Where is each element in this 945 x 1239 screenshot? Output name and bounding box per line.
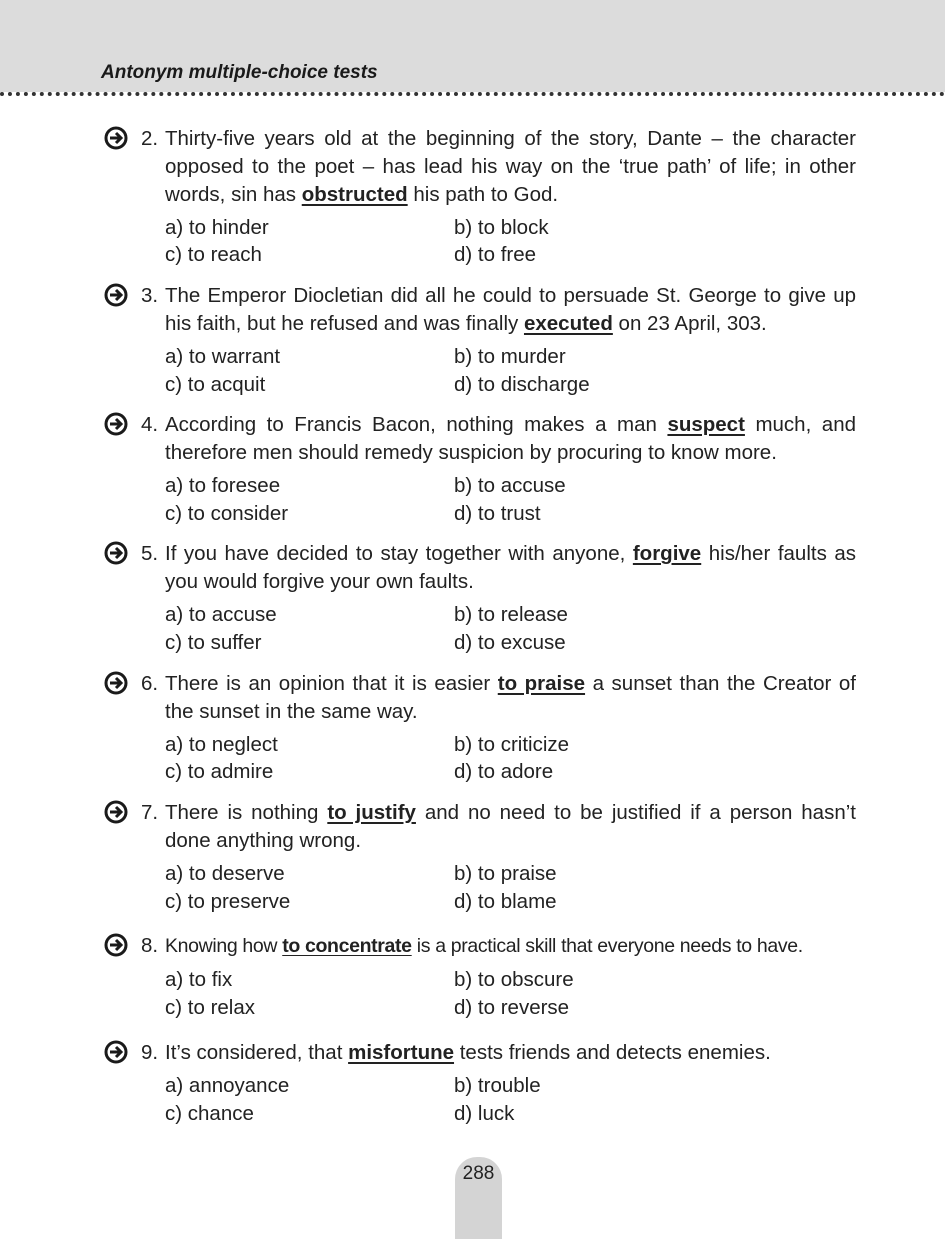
arrow-bullet-icon [103,799,129,825]
option-b[interactable]: b) to praise [454,862,557,885]
arrow-bullet-icon [103,670,129,696]
question-text [165,1039,856,1067]
question-keyword: forgive [632,542,702,565]
question-text [165,670,856,726]
option-c[interactable]: c) to relax [165,996,255,1019]
question-number: 5. [141,542,159,565]
option-c[interactable]: c) to suffer [165,631,262,654]
text-before: Thirty-five years old at the beginning of the story, Dante – the character opposed to the poet – has lead his way on the ‘true path’ of life; in other words, sin has [165,127,856,206]
option-a[interactable]: a) to warrant [165,345,281,368]
option-a[interactable]: a) to fix [165,968,233,991]
text-after: his path to God. [407,183,559,206]
question-text [165,540,856,596]
option-b[interactable]: b) to accuse [454,474,566,497]
option-b[interactable]: b) trouble [454,1074,541,1097]
option-b[interactable]: b) to criticize [454,733,570,756]
text-after: tests friends and detects enemies. [454,1041,771,1064]
option-d[interactable]: d) to adore [454,760,554,783]
text-before: It’s considered, that [165,1041,349,1064]
option-a[interactable]: a) annoyance [165,1074,290,1097]
text-before: There is an opinion that it is easier [165,672,498,695]
question-keyword: misfortune [348,1041,455,1064]
option-d[interactable]: d) to free [454,243,537,266]
question-keyword: to justify [327,801,416,824]
arrow-bullet-icon [103,411,129,437]
option-b[interactable]: b) to block [454,216,549,239]
question-number: 8. [141,934,159,957]
option-d[interactable]: d) to reverse [454,996,570,1019]
option-a[interactable]: a) to deserve [165,862,285,885]
question-number: 2. [141,127,159,150]
option-c[interactable]: c) to reach [165,243,262,266]
question-keyword: to concentrate [282,935,412,957]
question-text [165,411,856,467]
option-d[interactable]: d) to excuse [454,631,566,654]
page-header [0,0,945,92]
arrow-bullet-icon [103,540,129,566]
question-number: 7. [141,801,159,824]
option-a[interactable]: a) to hinder [165,216,269,239]
section-title: Antonym multiple-choice tests [101,62,378,83]
option-d[interactable]: d) to trust [454,502,541,525]
question-number: 3. [141,284,159,307]
text-before: Knowing how [165,935,283,957]
question-keyword: obstructed [301,183,408,206]
option-d[interactable]: d) luck [454,1102,515,1125]
question-number: 6. [141,672,159,695]
arrow-bullet-icon [103,932,129,958]
text-before: The Emperor Diocletian did all he could to persuade St. George to give up his faith, but he refused and was finally [165,284,856,335]
option-a[interactable]: a) to foresee [165,474,281,497]
question-keyword: to praise [497,672,586,695]
option-c[interactable]: c) chance [165,1102,254,1125]
question-number: 4. [141,413,159,436]
text-before: If you have decided to stay together with anyone, [165,542,633,565]
text-after: is a practical skill that everyone needs to have. [411,935,803,957]
option-a[interactable]: a) to accuse [165,603,277,626]
page-number: 288 [462,1163,495,1184]
option-c[interactable]: c) to admire [165,760,274,783]
arrow-bullet-icon [103,282,129,308]
text-after: his/her faults as you would forgive your own faults. [165,542,857,593]
text-after: much, and therefore men should remedy suspicion by procuring to know more. [165,413,857,464]
option-d[interactable]: d) to blame [454,890,557,913]
question-text [165,932,856,960]
dotted-divider [0,92,945,96]
question-keyword: executed [523,312,613,335]
option-b[interactable]: b) to release [454,603,568,626]
option-d[interactable]: d) to discharge [454,373,590,396]
text-after: a sunset than the Creator of the sunset in the same way. [165,672,856,723]
option-b[interactable]: b) to obscure [454,968,574,991]
arrow-bullet-icon [103,125,129,151]
option-b[interactable]: b) to murder [454,345,566,368]
option-c[interactable]: c) to preserve [165,890,291,913]
question-number: 9. [141,1041,159,1064]
option-a[interactable]: a) to neglect [165,733,278,756]
question-keyword: suspect [667,413,745,436]
text-before: According to Francis Bacon, nothing makes a man [165,413,668,436]
question-text [165,282,856,338]
question-text [165,799,856,855]
arrow-bullet-icon [103,1039,129,1065]
text-before: There is nothing [165,801,328,824]
option-c[interactable]: c) to consider [165,502,289,525]
question-text [165,125,856,209]
option-c[interactable]: c) to acquit [165,373,266,396]
text-after: on 23 April, 303. [612,312,767,335]
text-after: and no need to be justified if a person hasn’t done anything wrong. [165,801,856,852]
